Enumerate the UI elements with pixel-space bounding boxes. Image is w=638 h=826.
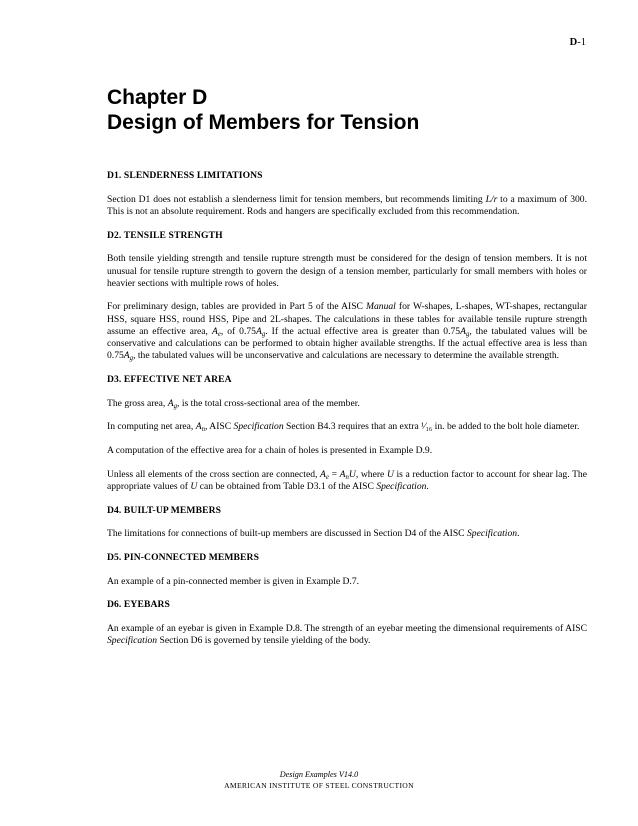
paragraph-d3-3: A computation of the effective area for a chain of holes is presented in Example D.9.	[107, 445, 433, 457]
page-footer	[0, 770, 638, 791]
footer-publisher: AMERICAN INSTITUTE OF STEEL CONSTRUCTION	[224, 780, 414, 790]
paragraph-d1-1: Section D1 does not establish a slenderness limit for tension members, but recommends limiting L/r to a maximum of 300. This is not an absolute requirement. Rods and hangers are specifically excluded from this recommendation.	[107, 193, 587, 217]
chapter-subtitle: Design of Members for Tension	[107, 110, 420, 134]
page-number: D-1	[569, 37, 586, 48]
section-heading-d6: D6. EYEBARS	[107, 599, 170, 611]
paragraph-d2-1: Both tensile yielding strength and tensile rupture strength must be considered for the design of tension members. It is not unusual for tensile rupture strength to govern the design of a tension member, particularly for small members with holes or heavier sections with multiple rows of holes.	[107, 253, 587, 289]
paragraph-d5-1: An example of a pin-connected member is given in Example D.7.	[107, 575, 360, 587]
chapter-title	[107, 86, 587, 135]
footer-title: Design Examples V14.0	[279, 770, 359, 779]
chapter-label: Chapter D	[107, 86, 208, 109]
document-body	[107, 170, 587, 648]
section-heading-d2: D2. TENSILE STRENGTH	[107, 229, 223, 241]
paragraph-d3-4: Unless all elements of the cross section are connected, $A_e = A_nU$, where U is a reduction factor to account for shear lag. The appropriate values of U can be obtained from Table D3.1 of the AISC Specification.	[107, 468, 587, 492]
section-heading-d5: D5. PIN-CONNECTED MEMBERS	[107, 552, 260, 564]
paragraph-d3-1: The gross area, $A_g$, is the total cross-sectional area of the member.	[107, 397, 360, 410]
section-heading-d3: D3. EFFECTIVE NET AREA	[107, 373, 232, 385]
fraction-1-16: ¹⁄₁₆	[421, 421, 433, 433]
paragraph-d3-2: In computing net area, $A_n$, AISC Specification Section B4.3 requires that an extra ¹⁄₁₆ in. be added to the bolt hole diameter.	[107, 421, 580, 434]
paragraph-d6-1: An example of an eyebar is given in Example D.8. The strength of an eyebar meeting the dimensional requirements of AISC Specification Section D6 is governed by tensile yielding of the body.	[107, 623, 587, 647]
paragraph-d4-1: The limitations for connections of built-up members are discussed in Section D4 of the AISC Specification.	[107, 528, 520, 540]
section-heading-d4: D4. BUILT-UP MEMBERS	[107, 504, 222, 516]
paragraph-d2-2: For preliminary design, tables are provided in Part 5 of the AISC Manual for W-shapes, L-shapes, WT-shapes, rectangular HSS, square HSS, round HSS, Pipe and 2L-shapes. The calculations in these tables for available tensile rupture strength assume an effective area, $A_e$, of $0.75A_g$. If the actual effective area is greater than $0.75A_g$, the tabulated values will be conservative and calculations can be performed to obtain higher available strengths. If the actual effective area is less than $0.75A_g$, the tabulated values will be unconservative and calculations are necessary to determine the available strength.	[107, 301, 587, 363]
section-heading-d1: D1. SLENDERNESS LIMITATIONS	[107, 170, 263, 181]
